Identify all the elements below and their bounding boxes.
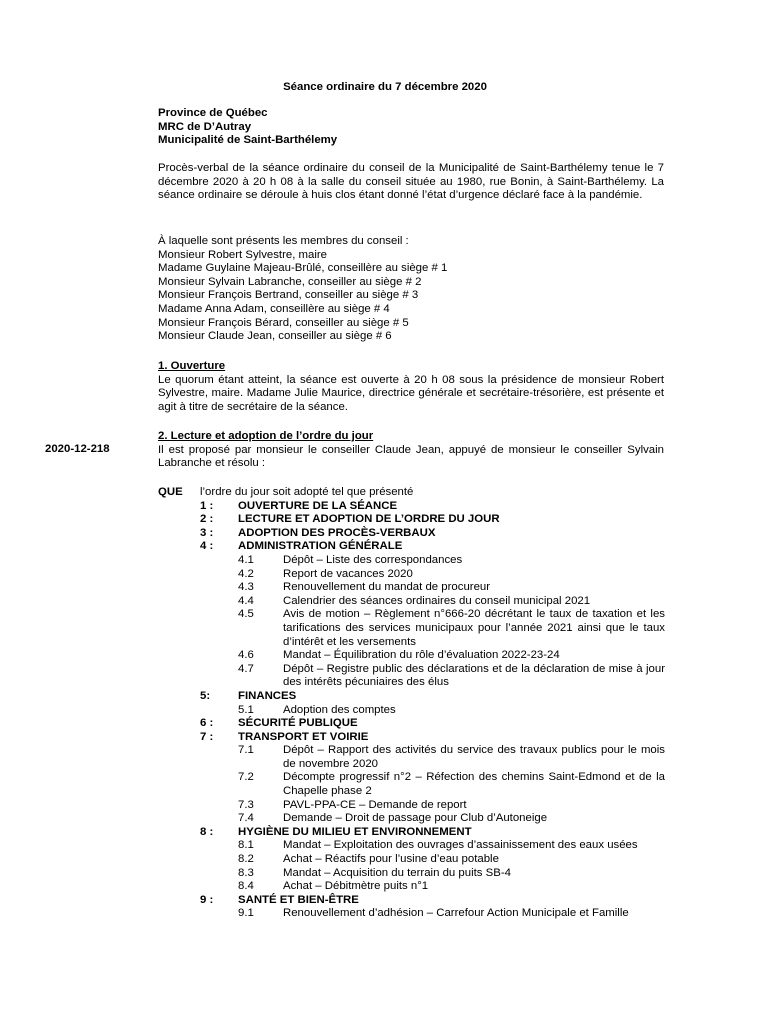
section-text: Le quorum étant atteint, la séance est ouverte à 20 h 08 sous la présidence de monsieur Robert Sylvestre, maire. Madame Julie Maurice, directrice générale et secrétaire-trésorière, est présente et agit à titre de secrétaire de la séance. xyxy=(158,373,664,413)
agenda-section xyxy=(200,500,665,514)
agenda-item-number: 7.2 xyxy=(238,771,254,784)
agenda-item-text: Mandat – Exploitation des ouvrages d’assainissement des eaux usées xyxy=(283,839,638,852)
member-item: Monsieur Claude Jean, conseiller au siège # 6 xyxy=(158,330,392,343)
agenda-item-text: Renouvellement du mandat de procureur xyxy=(283,581,491,594)
member-item: Monsieur François Bertrand, conseiller au siège # 3 xyxy=(158,289,419,302)
agenda-item-number: 8.1 xyxy=(238,839,254,852)
agenda-item xyxy=(200,608,665,649)
que-label: QUE xyxy=(158,486,183,498)
agenda-item xyxy=(200,649,665,663)
agenda-item xyxy=(200,839,665,853)
agenda-section-number: 3 : xyxy=(200,526,214,539)
agenda-item xyxy=(200,880,665,894)
agenda-item xyxy=(200,581,665,595)
agenda-item xyxy=(200,771,665,798)
agenda-section-title: ADOPTION DES PROCÈS-VERBAUX xyxy=(238,526,436,539)
agenda-item-text: Adoption des comptes xyxy=(283,703,396,716)
section-opening xyxy=(158,360,664,414)
agenda-section xyxy=(200,690,665,704)
agenda-item-number: 8.3 xyxy=(238,866,254,879)
agenda-item-number: 4.4 xyxy=(238,594,254,607)
agenda-item xyxy=(200,663,665,690)
member-item: Madame Anna Adam, conseillère au siège # 4 xyxy=(158,302,390,315)
agenda-item-number: 4.5 xyxy=(238,608,254,621)
province-label: Province de Québec xyxy=(158,107,268,119)
agenda-section-title: LECTURE ET ADOPTION DE L’ORDRE DU JOUR xyxy=(238,513,500,526)
agenda-section-number: 1 : xyxy=(200,499,214,512)
agenda-item-text: Avis de motion – Règlement n°666-20 décrétant le taux de taxation et les tarifications des services municipaux pour l’année 2021 ainsi que le taux d’intérêt et les versements xyxy=(283,608,665,648)
header-block xyxy=(158,107,664,148)
agenda-item-text: Dépôt – Registre public des déclarations et de la déclaration de mise à jour des intérêts pécuniaires des élus xyxy=(283,662,665,689)
agenda-section xyxy=(200,527,665,541)
agenda-item-number: 4.7 xyxy=(238,662,254,675)
agenda-item-number: 8.4 xyxy=(238,880,254,893)
agenda-item-text: Achat – Débitmètre puits n°1 xyxy=(283,880,429,893)
agenda-item xyxy=(200,568,665,582)
agenda-item-text: Décompte progressif n°2 – Réfection des chemins Saint-Edmond et de la Chapelle phase 2 xyxy=(283,771,665,798)
agenda-item-number: 4.3 xyxy=(238,581,254,594)
agenda-item-text: Dépôt – Liste des correspondances xyxy=(283,553,463,566)
agenda-item-text: PAVL-PPA-CE – Demande de report xyxy=(283,798,467,811)
agenda-item-number: 5.1 xyxy=(238,703,254,716)
section-agenda-adoption xyxy=(158,430,664,471)
member-item: Monsieur François Bérard, conseiller au siège # 5 xyxy=(158,316,409,329)
mrc-label: MRC de D’Autray xyxy=(158,120,252,133)
agenda-list xyxy=(200,486,665,921)
attendance-block xyxy=(158,235,664,344)
agenda-item-text: Renouvellement d’adhésion – Carrefour Action Municipale et Famille xyxy=(283,907,629,920)
agenda-section-number: 4 : xyxy=(200,540,214,553)
agenda-item-number: 4.2 xyxy=(238,567,254,580)
agenda-item-number: 8.2 xyxy=(238,853,254,866)
agenda-section-title: FINANCES xyxy=(238,689,297,702)
agenda-section xyxy=(200,513,665,527)
agenda-item xyxy=(200,853,665,867)
agenda-item xyxy=(200,867,665,881)
agenda-section-number: 5: xyxy=(200,689,211,702)
member-item: Madame Guylaine Majeau-Brûlé, conseillère au siège # 1 xyxy=(158,262,448,275)
agenda-item xyxy=(200,744,665,771)
agenda-section-title: SÉCURITÉ PUBLIQUE xyxy=(238,717,358,730)
municipality-label: Municipalité de Saint-Barthélemy xyxy=(158,134,338,147)
member-item: Monsieur Sylvain Labranche, conseiller au siège # 2 xyxy=(158,275,422,288)
agenda-item-text: Report de vacances 2020 xyxy=(283,567,413,580)
agenda-section-number: 2 : xyxy=(200,513,214,526)
agenda-section-title: SANTÉ ET BIEN-ÊTRE xyxy=(238,893,359,906)
agenda-section-number: 7 : xyxy=(200,730,214,743)
agenda-item-text: Calendrier des séances ordinaires du conseil municipal 2021 xyxy=(283,594,591,607)
agenda-item-text: Mandat – Équilibration du rôle d’évaluation 2022-23-24 xyxy=(283,649,560,662)
agenda-section-title: TRANSPORT ET VOIRIE xyxy=(238,730,369,743)
agenda-item-text: Achat – Réactifs pour l’usine d’eau potable xyxy=(283,853,499,866)
agenda-item-number: 7.4 xyxy=(238,812,254,825)
intro-paragraph: Procès-verbal de la séance ordinaire du conseil de la Municipalité de Saint-Barthélemy tenue le 7 décembre 2020 à 20 h 08 à la salle du conseil située au 1980, rue Bonin, à Saint-Barthélemy. La séance ordinaire se déroule à huis clos étant donné l’état d’urgence déclaré face à la pandémie. xyxy=(158,162,664,202)
agenda-section xyxy=(200,894,665,908)
agenda-section-number: 9 : xyxy=(200,893,214,906)
agenda-item-number: 4.1 xyxy=(238,553,254,566)
section-text: Il est proposé par monsieur le conseiller Claude Jean, appuyé de monsieur le conseiller Sylvain Labranche et résolu : xyxy=(158,443,664,470)
agenda-item xyxy=(200,907,665,921)
section-heading: 1. Ouverture xyxy=(158,360,226,372)
agenda-section-number: 8 : xyxy=(200,825,214,838)
agenda-section-title: ADMINISTRATION GÉNÉRALE xyxy=(238,540,403,553)
agenda-item xyxy=(200,799,665,813)
agenda-item xyxy=(200,554,665,568)
agenda-section xyxy=(200,826,665,840)
agenda-item-text: Mandat – Acquisition du terrain du puits SB-4 xyxy=(283,866,511,879)
agenda-item xyxy=(200,812,665,826)
agenda-item-text: Demande – Droit de passage pour Club d’Autoneige xyxy=(283,812,548,825)
que-text: l’ordre du jour soit adopté tel que présenté xyxy=(200,486,414,498)
attendance-heading: À laquelle sont présents les membres du conseil : xyxy=(158,235,409,247)
agenda-item-number: 4.6 xyxy=(238,649,254,662)
agenda-section xyxy=(200,731,665,745)
section-heading: 2. Lecture et adoption de l’ordre du jour xyxy=(158,430,374,442)
agenda-item-number: 7.3 xyxy=(238,798,254,811)
agenda-item xyxy=(200,704,665,718)
agenda-section-title: HYGIÈNE DU MILIEU ET ENVIRONNEMENT xyxy=(238,825,472,838)
member-item: Monsieur Robert Sylvestre, maire xyxy=(158,248,328,261)
agenda-item-text: Dépôt – Rapport des activités du service des travaux publics pour le mois de novembre 2020 xyxy=(283,744,665,770)
page-title: Séance ordinaire du 7 décembre 2020 xyxy=(283,81,487,93)
agenda-section-title: OUVERTURE DE LA SÉANCE xyxy=(238,499,398,512)
resolution-number: 2020-12-218 xyxy=(45,443,110,455)
member-list xyxy=(158,249,664,344)
agenda-section xyxy=(200,717,665,731)
agenda-item xyxy=(200,595,665,609)
agenda-item-number: 7.1 xyxy=(238,744,254,757)
agenda-section xyxy=(200,540,665,554)
agenda-item-number: 9.1 xyxy=(238,907,254,920)
agenda-section-number: 6 : xyxy=(200,717,214,730)
